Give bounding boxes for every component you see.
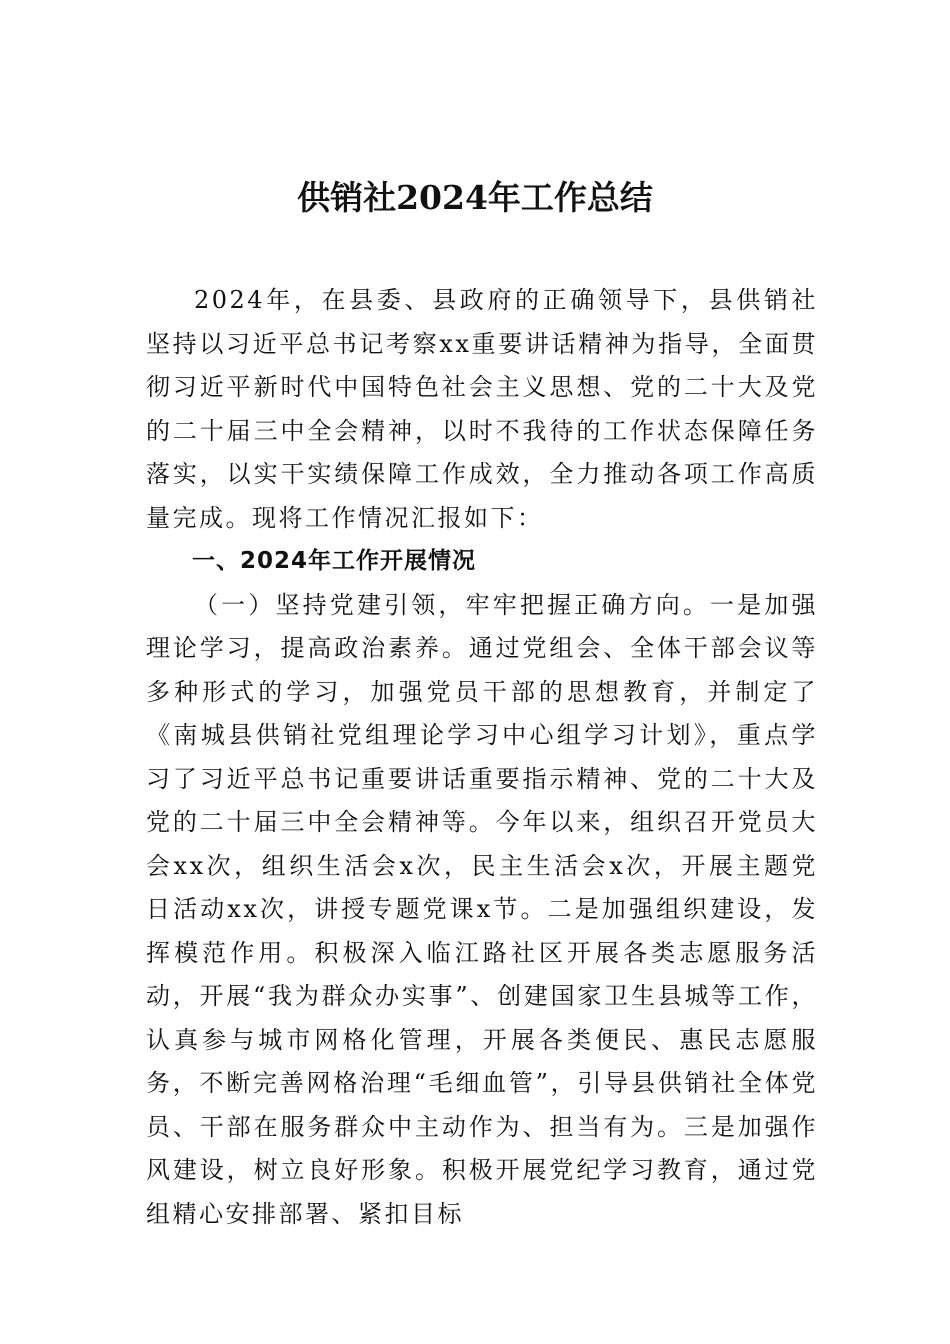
document-title: 供销社2024年工作总结: [297, 178, 653, 217]
intro-paragraph: 2024年，在县委、县政府的正确领导下，县供销社坚持以习近平总书记考察xx重要讲话精神为指导，全面贯彻习近平新时代中国特色社会主义思想、党的二十大及党的二十届三中全会精神，以时不我待的工作状态保障任务落实，以实干实绩保障工作成效，全力推动各项工作高质量完成。现将工作情况汇报如下：: [146, 286, 818, 532]
document-body: [146, 279, 818, 1236]
section-paragraph: （一）坚持党建引领，牢牢把握正确方向。一是加强理论学习，提高政治素养。通过党组会、全体干部会议等多种形式的学习，加强党员干部的思想教育，并制定了《南城县供销社党组理论学习中心组学习计划》，重点学习了习近平总书记重要讲话重要指示精神、党的二十大及党的二十届三中全会精神等。今年以来，组织召开党员大会xx次，组织生活会x次，民主生活会x次，开展主题党日活动xx次，讲授专题党课x节。二是加强组织建设，发挥模范作用。积极深入临江路社区开展各类志愿服务活动，开展“我为群众办实事”、创建国家卫生县城等工作，认真参与城市网格化管理，开展各类便民、惠民志愿服务，不断完善网格治理“毛细血管”，引导县供销社全体党员、干部在服务群众中主动作为、担当有为。三是加强作风建设，树立良好形象。积极开展党纪学习教育，通过党组精心安排部署、紧扣目标: [146, 590, 818, 1228]
section-heading: 一、2024年工作开展情况: [192, 548, 477, 574]
